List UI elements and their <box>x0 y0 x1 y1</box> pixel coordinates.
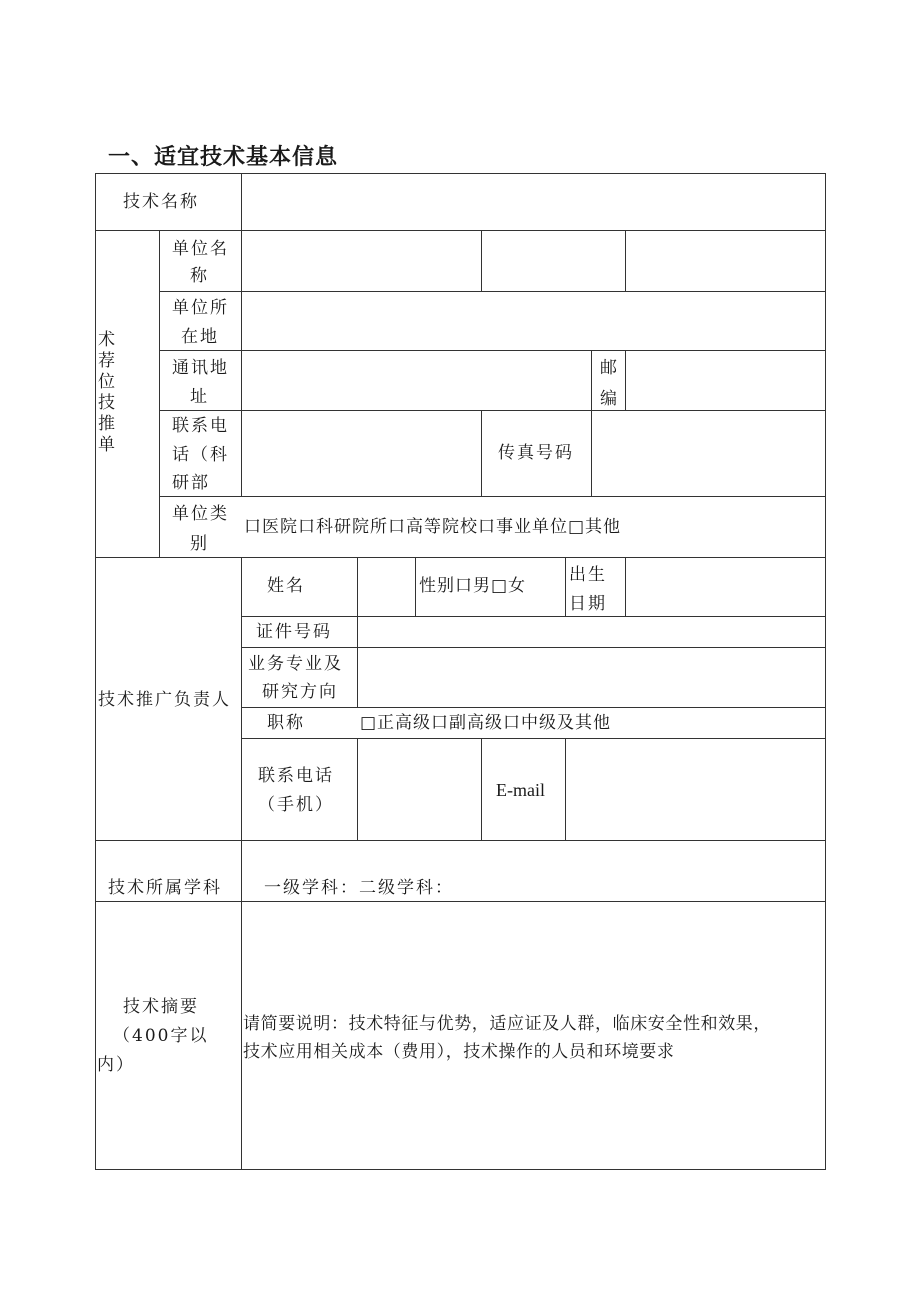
mobile-input[interactable] <box>358 739 481 840</box>
birth-date-input[interactable] <box>626 558 825 616</box>
unit-name-input-3[interactable] <box>626 231 825 291</box>
tech-name-label: 技术名称 <box>123 192 199 212</box>
unit-category-label-line2: 别 <box>190 534 209 554</box>
recommend-unit-group-label: 术荐位技推单 <box>98 330 115 455</box>
row-divider <box>95 840 826 841</box>
birth-label-line1: 出生 <box>569 565 607 585</box>
unit-phone-input[interactable] <box>242 411 481 496</box>
major-label-line2: 研究方向 <box>262 682 338 702</box>
mobile-label-line1: 联系电话 <box>258 766 334 786</box>
table-border-right <box>825 173 826 1170</box>
unit-phone-label-line1: 联系电 <box>172 416 229 436</box>
summary-label-line1: 技术摘要 <box>123 997 199 1017</box>
discipline-value[interactable]: 一级学科：二级学科： <box>264 878 454 898</box>
postcode-label-line2: 编 <box>600 389 619 409</box>
table-border-bottom <box>95 1169 826 1170</box>
postcode-label-line1: 邮 <box>600 358 619 378</box>
fax-input[interactable] <box>592 411 825 496</box>
unit-name-label-line2: 称 <box>190 266 209 286</box>
col-divider <box>415 557 416 617</box>
mobile-label-line2: （手机） <box>258 795 334 815</box>
table-border-left <box>95 173 96 1170</box>
address-label-line1: 通讯地 <box>172 358 229 378</box>
major-input[interactable] <box>358 648 825 707</box>
email-input[interactable] <box>566 739 825 840</box>
col-divider <box>159 230 160 558</box>
email-label: E-mail <box>496 780 545 800</box>
summary-instruction-line2: 技术应用相关成本（费用），技术操作的人员和环境要求 <box>243 1042 675 1062</box>
row-divider <box>159 496 826 497</box>
col-divider <box>481 738 482 841</box>
summary-textarea[interactable] <box>242 902 825 1169</box>
col-divider <box>565 557 566 617</box>
unit-phone-label-line2: 话（科 <box>172 445 229 465</box>
address-input[interactable] <box>242 351 591 410</box>
discipline-label: 技术所属学科 <box>108 878 222 898</box>
unit-category-options[interactable]: 口医院口科研院所口高等院校口事业单位□其他 <box>244 517 622 537</box>
summary-label-line2: （400字以 <box>113 1026 209 1046</box>
unit-name-input-2[interactable] <box>482 231 625 291</box>
col-divider <box>591 350 592 411</box>
unit-category-label-line1: 单位类 <box>172 504 229 524</box>
unit-location-input[interactable] <box>242 292 825 350</box>
summary-label-line3: 内） <box>97 1055 135 1075</box>
fax-label: 传真号码 <box>498 443 574 463</box>
promoter-group-label: 技术推广负责人 <box>98 690 231 710</box>
summary-instruction-line1: 请简要说明：技术特征与优势，适应证及人群，临床安全性和效果， <box>243 1014 771 1034</box>
unit-name-label-line1: 单位名 <box>172 239 229 259</box>
gender-options[interactable]: 性别口男□女 <box>419 576 527 596</box>
row-divider <box>241 707 826 708</box>
promoter-name-input[interactable] <box>358 558 415 616</box>
title-options[interactable]: □正高级口副高级口中级及其他 <box>360 713 612 733</box>
tech-name-input[interactable] <box>242 174 825 230</box>
unit-location-label-line2: 在地 <box>181 327 219 347</box>
unit-location-label-line1: 单位所 <box>172 298 229 318</box>
unit-name-input[interactable] <box>242 231 481 291</box>
id-number-input[interactable] <box>358 617 825 647</box>
promoter-name-label: 姓名 <box>267 576 305 596</box>
major-label-line1: 业务专业及 <box>248 654 343 674</box>
birth-label-line2: 日期 <box>569 594 607 614</box>
postcode-input[interactable] <box>626 351 825 410</box>
col-divider <box>481 410 482 497</box>
address-label-line2: 址 <box>190 387 209 407</box>
title-label: 职称 <box>267 713 305 733</box>
unit-phone-label-line3: 研部 <box>172 473 210 493</box>
id-number-label: 证件号码 <box>256 622 332 642</box>
section-title: 一、适宜技术基本信息 <box>108 145 339 170</box>
